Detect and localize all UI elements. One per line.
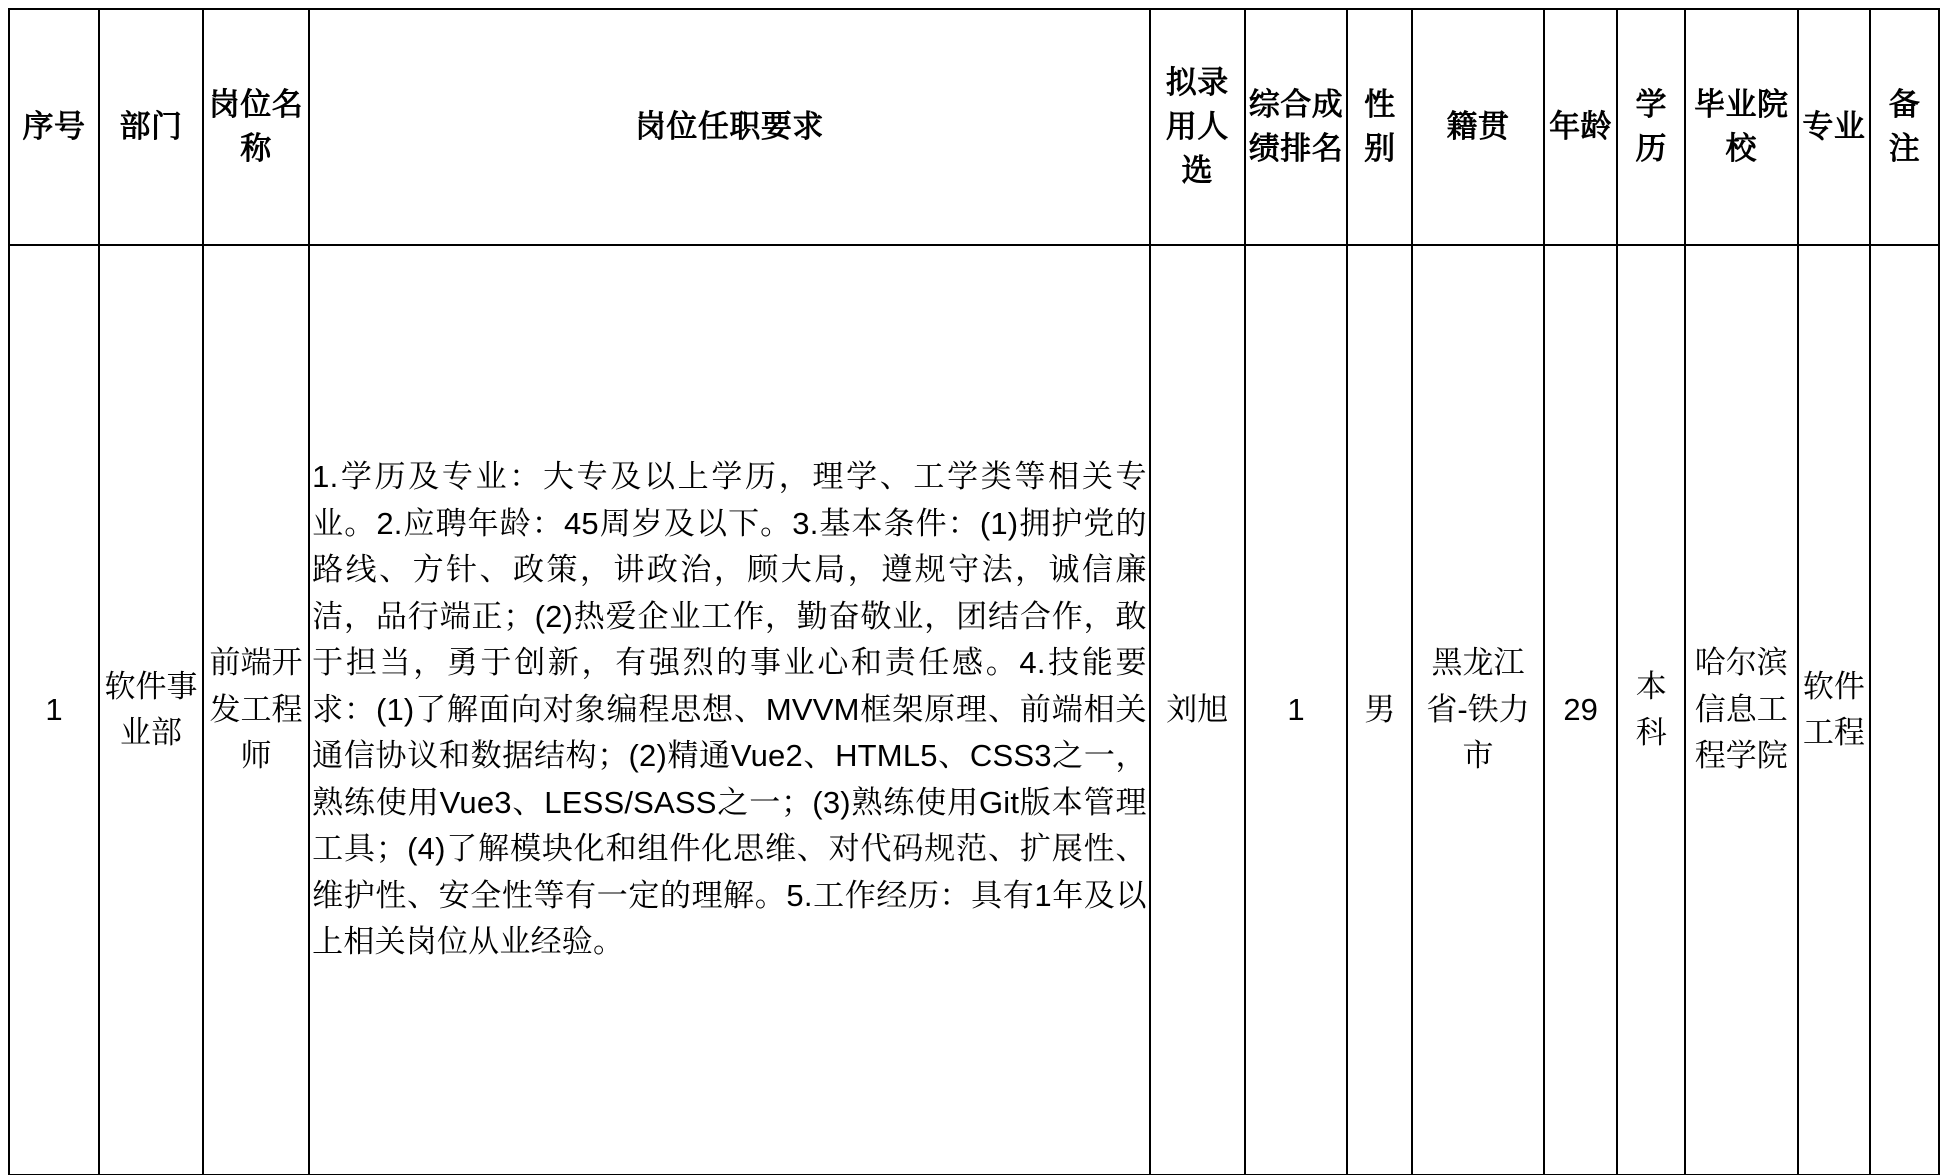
col-header-post-name-label: 岗位名称 [208,86,304,166]
col-header-seq-label: 序号 [22,108,86,144]
cell-seq-value: 1 [45,691,63,727]
col-header-department-label: 部门 [119,108,183,144]
cell-rank [1245,245,1348,1175]
cell-rank-value: 1 [1287,691,1305,727]
cell-education [1617,245,1685,1175]
col-header-school [1685,9,1798,245]
col-header-remark [1870,9,1939,245]
col-header-department [99,9,203,245]
col-header-post-name [203,9,309,245]
col-header-education-label: 学历 [1635,86,1667,166]
cell-gender [1347,245,1412,1175]
cell-school [1685,245,1798,1175]
cell-requirements-value: 1.学历及专业：大专及以上学历，理学、工学类等相关专业。2.应聘年龄：45周岁及以下。3.基本条件：(1)拥护党的路线、方针、政策，讲政治，顾大局，遵规守法，诚信廉洁，品行端正；(2)热爱企业工作，勤奋敬业，团结合作，敢于担当，勇于创新，有强烈的事业心和责任感。4.技能要求：(1)了解面向对象编程思想、MVVM框架原理、前端相关通信协议和数据结构；(2)精通Vue2、HTML5、CSS3之一，熟练使用Vue3、LESS/SASS之一；(3)熟练使用Git版本管理工具；(4)了解模块化和组件化思维、对代码规范、扩展性、维护性、安全性等有一定的理解。5.工作经历：具有1年及以上相关岗位从业经验。 [312,459,1147,960]
col-header-requirements [309,9,1150,245]
col-header-native-place [1412,9,1543,245]
col-header-major-label: 专业 [1802,108,1866,144]
cell-school-value: 哈尔滨信息工程学院 [1694,645,1788,774]
cell-candidate-value: 刘旭 [1166,691,1229,727]
cell-department-value: 软件事业部 [104,668,198,750]
cell-remark [1870,245,1939,1175]
col-header-rank [1245,9,1348,245]
recruitment-table [8,8,1940,1175]
cell-post-name [203,245,309,1175]
cell-age-value: 29 [1563,691,1598,727]
cell-education-value: 本科 [1635,668,1667,750]
col-header-candidate-label: 拟录用人选 [1165,64,1229,188]
col-header-gender-label: 性别 [1364,86,1396,166]
col-header-rank-label: 综合成绩排名 [1248,86,1344,166]
col-header-seq [9,9,99,245]
col-header-major [1798,9,1871,245]
cell-major-value: 软件工程 [1802,668,1865,750]
col-header-education [1617,9,1685,245]
col-header-native-place-label: 籍贯 [1446,108,1510,144]
cell-requirements [309,245,1150,1175]
col-header-requirements-label: 岗位任职要求 [634,108,824,144]
cell-seq [9,245,99,1175]
col-header-age-label: 年龄 [1549,108,1613,144]
col-header-candidate [1150,9,1245,245]
cell-candidate [1150,245,1245,1175]
col-header-school-label: 毕业院校 [1694,86,1789,166]
cell-major [1798,245,1871,1175]
col-header-age [1544,9,1618,245]
cell-native-place-value: 黑龙江省-铁力市 [1426,645,1530,774]
col-header-gender [1347,9,1412,245]
cell-native-place [1412,245,1543,1175]
cell-age [1544,245,1618,1175]
table-header-row [9,9,1939,245]
table-row [9,245,1939,1175]
col-header-remark-label: 备注 [1888,86,1921,166]
cell-gender-value: 男 [1364,691,1396,727]
cell-post-name-value: 前端开发工程师 [209,645,303,774]
cell-department [99,245,203,1175]
